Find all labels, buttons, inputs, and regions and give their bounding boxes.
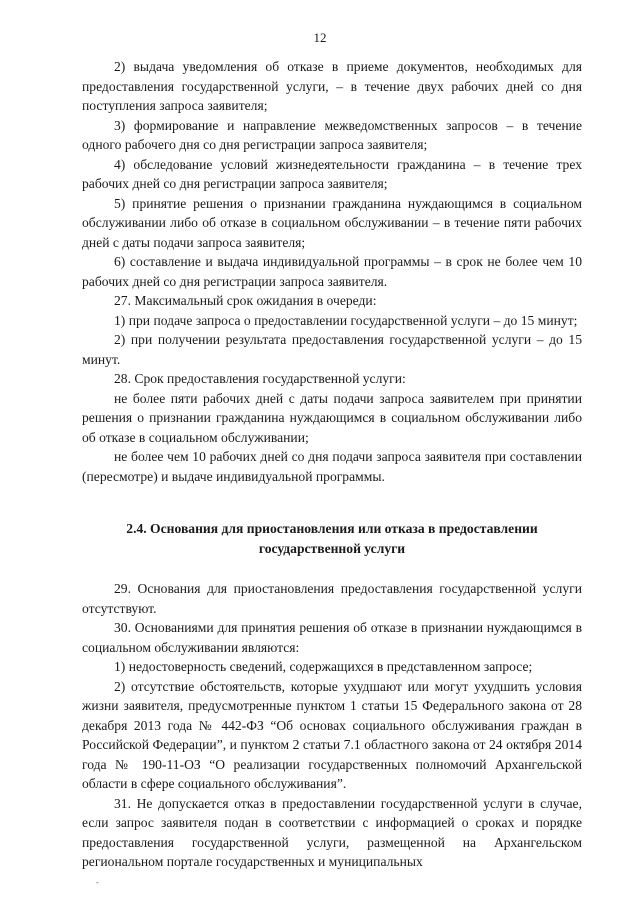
list-item: не более пяти рабочих дней с даты подачи запроса заявителем при принятии решения о признании гражданина нуждающимся в социальном обслуживании либо об отказе в социальном обслуживании; [82, 390, 582, 445]
clause-31: 31. Не допускается отказ в предоставлении государственной услуги в случае, если запрос заявителя подан в соответствии с информацией о сроках и порядке предоставления государственной услуги, размещенной на Архангельском региональном портале государственных и муниципальных [82, 795, 582, 869]
document-body [82, 57, 582, 872]
list-item: 3) формирование и направление межведомственных запросов – в течение одного рабочего дня со дня регистрации запроса заявителя; [82, 117, 582, 152]
clause-29: 29. Основания для приостановления предоставления государственной услуги отсутствуют. [82, 581, 582, 616]
list-item: 1) недостоверность сведений, содержащихся в представленном запросе; [114, 659, 533, 674]
list-item: 2) при получении результата предоставления государственной услуги – до 15 минут. [82, 332, 582, 367]
list-item: 5) принятие решения о признании гражданина нуждающимся в социальном обслуживании либо об отказе в социальном обслуживании – в течение пяти рабочих дней с даты подачи запроса заявителя; [82, 195, 582, 250]
page-number: 12 [313, 30, 327, 45]
scan-mark: - [96, 878, 99, 887]
list-item: 1) при подаче запроса о предоставлении государственной услуги – до 15 минут; [114, 312, 578, 328]
list-item: 6) составление и выдача индивидуальной программы – в срок не более чем 10 рабочих дней со дня регистрации запроса заявителя. [82, 254, 582, 289]
clause-28: 28. Срок предоставления государственной услуги: [114, 371, 406, 386]
list-item: 2) отсутствие обстоятельств, которые ухудшают или могут ухудшить условия жизни заявителя, предусмотренные пунктом 1 статьи 15 Федерального закона от 28 декабря 2013 года № 442-ФЗ “Об основах социального обслуживания граждан в Российской Федерации”, и пунктом 2 статьи 7.1 областного закона от 24 октября 2014 года № 190-11-ОЗ “О реализации государственных полномочий Архангельской области в сфере социального обслуживания”. [82, 678, 582, 791]
section-heading: 2.4. Основания для приостановления или отказа в предоставлении государственной услуги [126, 521, 538, 556]
list-item: 2) выдача уведомления об отказе в приеме документов, необходимых для предоставления государственной услуги, – в течение двух рабочих дней со дня поступления запроса заявителя; [82, 59, 582, 113]
list-item: 4) обследование условий жизнедеятельности гражданина – в течение трех рабочих дней со дня регистрации запроса заявителя; [82, 156, 582, 191]
clause-27: 27. Максимальный срок ожидания в очереди: [114, 293, 377, 308]
clause-30: 30. Основаниями для принятия решения об отказе в признании нуждающимся в социальном обслуживании являются: [82, 620, 582, 655]
list-item: не более чем 10 рабочих дней со дня подачи запроса заявителя при составлении (пересмотре) и выдаче индивидуальной программы. [82, 449, 582, 484]
